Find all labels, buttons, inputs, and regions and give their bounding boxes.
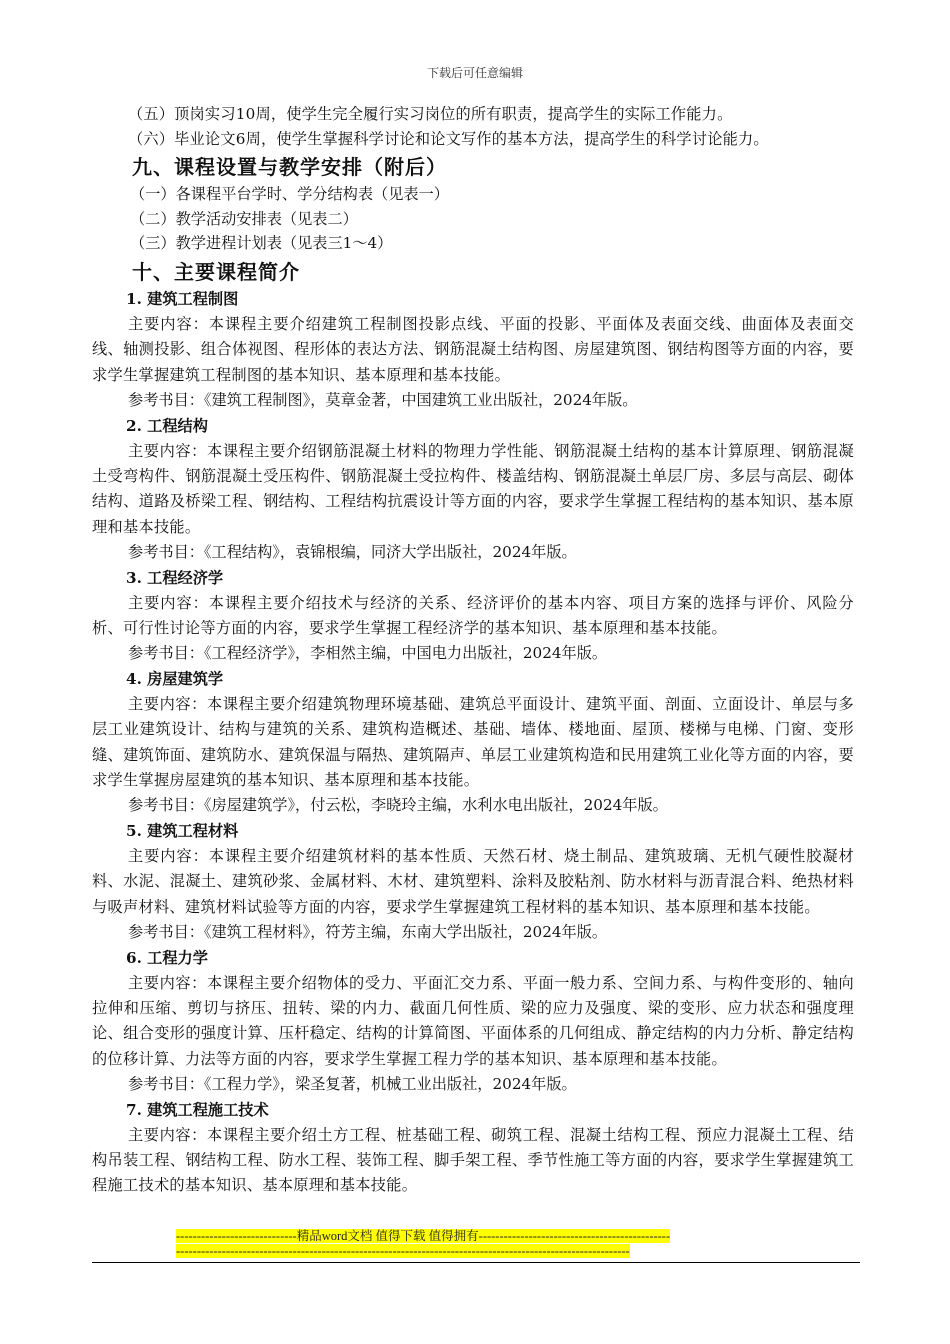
course-7-title: 7. 建筑工程施工技术: [126, 1100, 269, 1119]
course-7-content: 主要内容：本课程主要介绍土方工程、桩基础工程、砌筑工程、混凝土结构工程、预应力混凝土工程、结构吊装工程、钢结构工程、防水工程、装饰工程、脚手架工程、季节性施工等方面的内容，要求学生掌握建筑工程施工技术的基本知识、基本原理和基本技能。: [92, 1125, 854, 1195]
section-9-title: 九、课程设置与教学安排（附后）: [132, 155, 447, 180]
course-1-title: 1. 建筑工程制图: [126, 289, 239, 308]
section-9-item-2: （二）教学活动安排表（见表二）: [130, 209, 358, 228]
document-body: [92, 102, 854, 1199]
section-10-title: 十、主要课程简介: [132, 259, 300, 284]
course-5-title: 5. 建筑工程材料: [126, 821, 239, 840]
course-3-reference: 参考书目：《工程经济学》，李相然主编，中国电力出版社，2024年版。: [128, 644, 608, 663]
course-6-title: 6. 工程力学: [126, 948, 208, 967]
course-4-content: 主要内容：本课程主要介绍建筑物理环境基础、建筑总平面设计、建筑平面、剖面、立面设计、单层与多层工业建筑设计、结构与建筑的关系、建筑构造概述、基础、墙体、楼地面、屋顶、楼梯与电梯、门窗、变形缝、建筑饰面、建筑防水、建筑保温与隔热、建筑隔声、单层工业建筑构造和民用建筑工业化等方面的内容，要求学生掌握房屋建筑的基本知识、基本原理和基本技能。: [92, 694, 854, 790]
course-5-reference: 参考书目：《建筑工程材料》，符芳主编，东南大学出版社，2024年版。: [128, 923, 608, 942]
course-4-reference: 参考书目：《房屋建筑学》，付云松，李晓玲主编，水利水电出版社，2024年版。: [128, 796, 668, 815]
intro-line-5: （五）顶岗实习10周，使学生完全履行实习岗位的所有职责，提高学生的实际工作能力。: [128, 105, 733, 123]
course-3-content: 主要内容：本课程主要介绍技术与经济的关系、经济评价的基本内容、项目方案的选择与评价、风险分析、可行性讨论等方面的内容，要求学生掌握工程经济学的基本知识、基本原理和基本技能。: [92, 593, 854, 638]
course-2-title: 2. 工程结构: [126, 416, 208, 435]
course-1-reference: 参考书目：《建筑工程制图》，莫章金著，中国建筑工业出版社，2024年版。: [128, 391, 638, 410]
course-6-reference: 参考书目：《工程力学》，梁圣复著，机械工业出版社，2024年版。: [128, 1075, 577, 1094]
course-3-title: 3. 工程经济学: [126, 568, 224, 587]
footer-banner-line-2: -------------------------------------------------------------------------------------------------------------: [176, 1244, 630, 1258]
intro-line-6: （六）毕业论文6周，使学生掌握科学讨论和论文写作的基本方法，提高学生的科学讨论能力。: [128, 129, 769, 148]
section-9-item-3: （三）教学进程计划表（见表三1～4）: [130, 234, 393, 253]
footer-banner: [176, 1229, 774, 1259]
course-5-content: 主要内容：本课程主要介绍建筑材料的基本性质、天然石材、烧土制品、建筑玻璃、无机气硬性胶凝材料、水泥、混凝土、建筑砂浆、金属材料、木材、建筑塑料、涂料及胶粘剂、防水材料与沥青混合料、绝热材料与吸声材料、建筑材料试验等方面的内容，要求学生掌握建筑工程材料的基本知识、基本原理和基本技能。: [92, 846, 854, 916]
page-header-note: 下载后可任意编辑: [426, 66, 523, 80]
course-6-content: 主要内容：本课程主要介绍物体的受力、平面汇交力系、平面一般力系、空间力系、与构件变形的、轴向拉伸和压缩、剪切与挤压、扭转、梁的内力、截面几何性质、梁的应力及强度、梁的变形、应力状态和强度理论、组合变形的强度计算、压杆稳定、结构的计算简图、平面体系的几何组成、静定结构的内力分析、静定结构的位移计算、力法等方面的内容，要求学生掌握工程力学的基本知识、基本原理和基本技能。: [92, 973, 854, 1068]
course-1-content: 主要内容：本课程主要介绍建筑工程制图投影点线、平面的投影、平面体及表面交线、曲面体及表面交线、轴测投影、组合体视图、程形体的表达方法、钢筋混凝土结构图、房屋建筑图、钢结构图等方面的内容，要求学生掌握建筑工程制图的基本知识、基本原理和基本技能。: [92, 314, 854, 384]
course-2-content: 主要内容：本课程主要介绍钢筋混凝土材料的物理力学性能、钢筋混凝土结构的基本计算原理、钢筋混凝土受弯构件、钢筋混凝土受压构件、钢筋混凝土受拉构件、楼盖结构、钢筋混凝土单层厂房、多层与高层、砌体结构、道路及桥梁工程、钢结构、工程结构抗震设计等方面的内容，要求学生掌握工程结构的基本知识、基本原理和基本技能。: [92, 441, 854, 536]
footer-banner-line-1: -----------------------------精品word文档 值得下载 值得拥有----------------------------------------------: [176, 1229, 671, 1243]
footer-divider: [92, 1262, 860, 1263]
section-9-item-1: （一）各课程平台学时、学分结构表（见表一）: [130, 185, 449, 204]
course-4-title: 4. 房屋建筑学: [126, 669, 224, 688]
course-2-reference: 参考书目：《工程结构》，袁锦根编，同济大学出版社，2024年版。: [128, 543, 577, 562]
